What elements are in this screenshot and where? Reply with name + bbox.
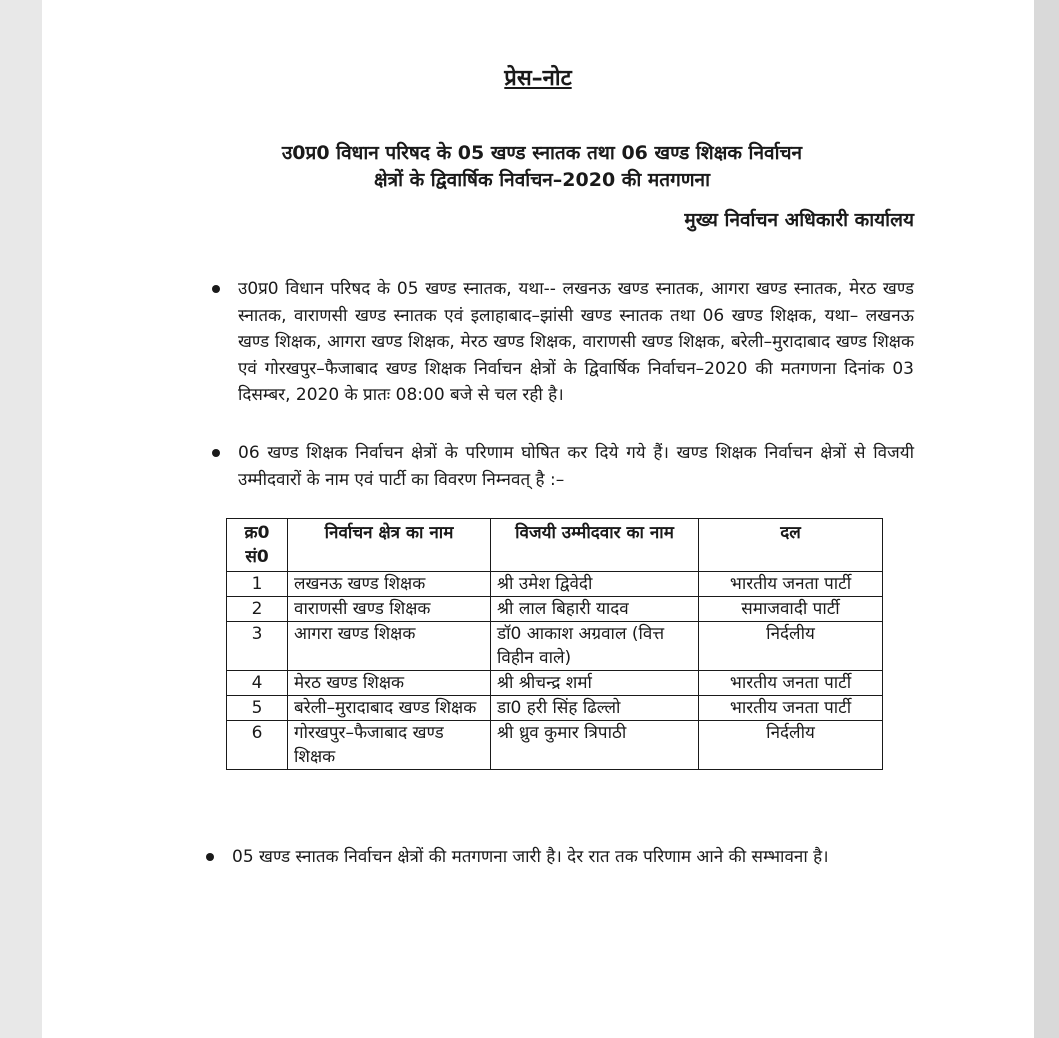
cell-serial: 5: [227, 696, 288, 721]
cell-winner: डा0 हरी सिंह ढिल्लो: [491, 696, 699, 721]
table-row: [227, 671, 883, 696]
bullet-icon: [206, 853, 214, 861]
cell-serial: 4: [227, 671, 288, 696]
cell-constituency: लखनऊ खण्ड शिक्षक: [288, 572, 491, 597]
office-name: मुख्य निर्वाचन अधिकारी कार्यालय: [684, 209, 914, 231]
document-page: [42, 0, 1034, 1038]
page-title: प्रेस–नोट: [504, 66, 572, 91]
table-row: [227, 696, 883, 721]
bullet-item: [238, 276, 914, 409]
cell-constituency: मेरठ खण्ड शिक्षक: [288, 671, 491, 696]
cell-serial: 3: [227, 622, 288, 671]
cell-constituency: आगरा खण्ड शिक्षक: [288, 622, 491, 671]
viewer-margin: [1034, 0, 1059, 1038]
header-winner: विजयी उम्मीदवार का नाम: [491, 519, 699, 572]
cell-party: समाजवादी पार्टी: [699, 597, 883, 622]
bullet-icon: [212, 285, 220, 293]
bullet-item: [232, 844, 908, 871]
cell-winner: श्री श्रीचन्द्र शर्मा: [491, 671, 699, 696]
bullet-text: 06 खण्ड शिक्षक निर्वाचन क्षेत्रों के परिणाम घोषित कर दिये गये हैं। खण्ड शिक्षक निर्वाचन क्षेत्रों से विजयी उम्मीदवारों के नाम एवं पार्टी का विवरण निम्नवत् है :–: [238, 443, 914, 490]
cell-serial: 2: [227, 597, 288, 622]
table-row: [227, 572, 883, 597]
cell-party: भारतीय जनता पार्टी: [699, 572, 883, 597]
bullet-text: उ0प्र0 विधान परिषद के 05 खण्ड स्नातक, यथा-- लखनऊ खण्ड स्नातक, आगरा खण्ड स्नातक, मेरठ खण्ड स्नातक, वाराणसी खण्ड स्नातक एवं इलाहाबाद–झांसी खण्ड स्नातक तथा 06 खण्ड शिक्षक, यथा– लखनऊ खण्ड शिक्षक, आगरा खण्ड शिक्षक, मेरठ खण्ड शिक्षक, वाराणसी खण्ड शिक्षक, बरेली–मुरादाबाद खण्ड शिक्षक एवं गोरखपुर–फैजाबाद खण्ड शिक्षक निर्वाचन क्षेत्रों के द्विवार्षिक निर्वाचन–2020 की मतगणना दिनांक 03 दिसम्बर, 2020 के प्रातः 08:00 बजे से चल रही है।: [238, 279, 914, 405]
cell-party: भारतीय जनता पार्टी: [699, 696, 883, 721]
cell-constituency: गोरखपुर–फैजाबाद खण्ड शिक्षक: [288, 721, 491, 770]
cell-serial: 1: [227, 572, 288, 597]
bullet-text: 05 खण्ड स्नातक निर्वाचन क्षेत्रों की मतगणना जारी है। देर रात तक परिणाम आने की सम्भावना है।: [232, 847, 829, 867]
cell-party: निर्दलीय: [699, 622, 883, 671]
cell-party: भारतीय जनता पार्टी: [699, 671, 883, 696]
results-table: [226, 518, 883, 770]
bullet-item: [238, 440, 914, 493]
subject-line-1: उ0प्र0 विधान परिषद के 05 खण्ड स्नातक तथा 06 खण्ड शिक्षक निर्वाचन: [281, 142, 803, 164]
cell-winner: श्री उमेश द्विवेदी: [491, 572, 699, 597]
table-row: [227, 721, 883, 770]
cell-constituency: वाराणसी खण्ड शिक्षक: [288, 597, 491, 622]
cell-winner: श्री लाल बिहारी यादव: [491, 597, 699, 622]
subject-heading: [192, 140, 892, 194]
header-party: दल: [699, 519, 883, 572]
table-header-row: [227, 519, 883, 572]
cell-winner: डॉ0 आकाश अग्रवाल (वित्त विहीन वाले): [491, 622, 699, 671]
header-serial: क्र0 सं0: [227, 519, 288, 572]
cell-serial: 6: [227, 721, 288, 770]
table-row: [227, 622, 883, 671]
cell-winner: श्री ध्रुव कुमार त्रिपाठी: [491, 721, 699, 770]
subject-line-2: क्षेत्रों के द्विवार्षिक निर्वाचन–2020 की मतगणना: [373, 169, 711, 191]
bullet-icon: [212, 449, 220, 457]
header-constituency: निर्वाचन क्षेत्र का नाम: [288, 519, 491, 572]
cell-party: निर्दलीय: [699, 721, 883, 770]
cell-constituency: बरेली–मुरादाबाद खण्ड शिक्षक: [288, 696, 491, 721]
table-row: [227, 597, 883, 622]
